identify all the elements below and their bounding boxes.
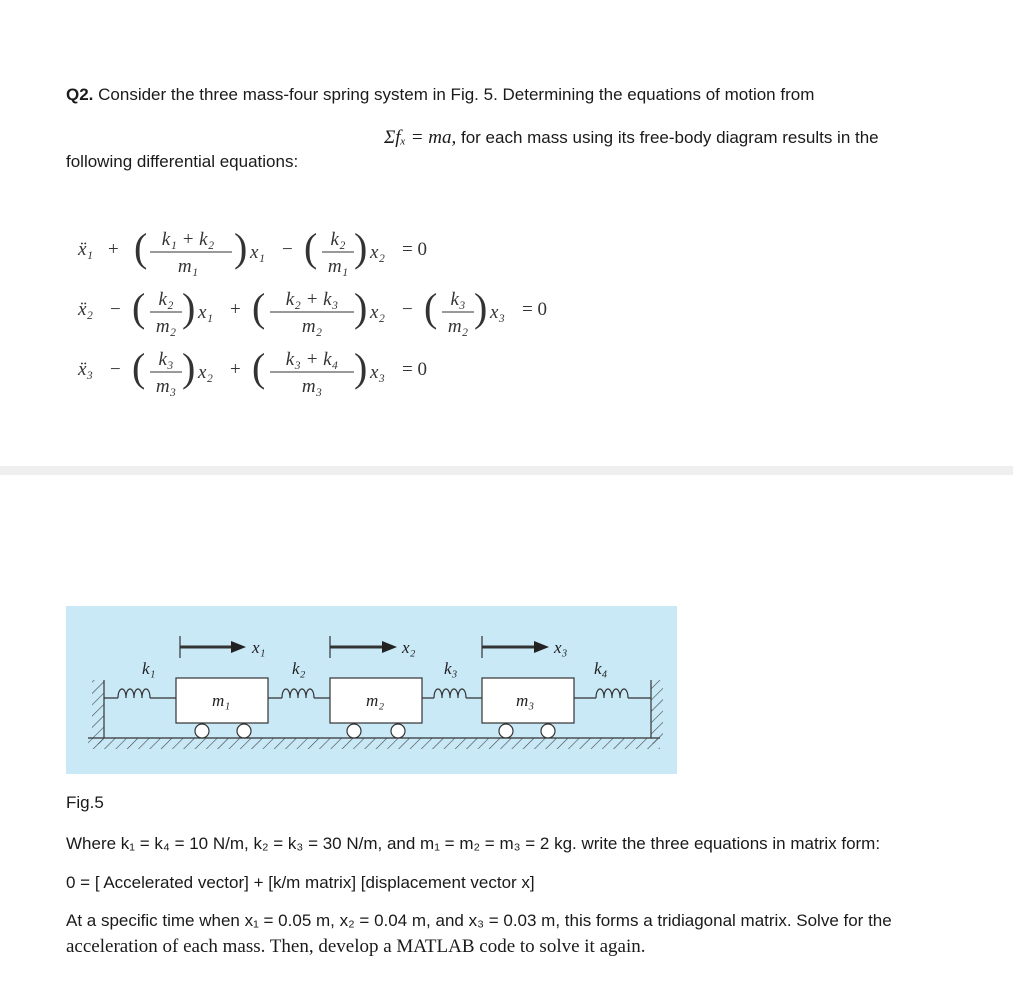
eq2-paren-open-3: ( (424, 285, 438, 330)
eq1-paren-close-1: ) (234, 225, 248, 270)
figure-caption: Fig.5 (66, 793, 104, 812)
mass-m1-wheel-right (237, 724, 251, 738)
eq2-paren-close-1: ) (182, 285, 196, 330)
right-wall-hatching (651, 680, 663, 744)
eq2-term3-den: m₂ (447, 316, 469, 337)
eq1-term2-var: x₂ (370, 242, 386, 263)
eq2-paren-close-2: ) (354, 285, 368, 330)
question-intro: Consider the three mass-four spring system in Fig. 5. Determining the equations of motion from (98, 85, 815, 104)
equation-3 (77, 345, 427, 397)
eq3-paren-open-2: ( (252, 345, 266, 390)
arrow-x3 (482, 636, 549, 658)
spring-k4 (574, 689, 651, 698)
eq1-rhs: = 0 (402, 239, 427, 260)
question-line-3: following differential equations: (66, 152, 299, 171)
eq2-minus-1: − (110, 299, 121, 320)
label-k2: k₂ (292, 659, 306, 678)
body-line-4: acceleration of each mass. Then, develop a MATLAB code to solve it again. (66, 936, 646, 957)
eq1-term1-den: m₁ (177, 256, 199, 277)
eq1-term1-var: x₁ (250, 242, 266, 263)
mass-m3-wheel-left (499, 724, 513, 738)
eq2-paren-close-3: ) (474, 285, 488, 330)
eq3-paren-close-1: ) (182, 345, 196, 390)
eq2-paren-open-2: ( (252, 285, 266, 330)
eq3-plus: + (230, 359, 241, 380)
eq1-lhs: ẍ₁ (78, 239, 94, 260)
question-line-1 (66, 84, 814, 106)
eq1-term2-den: m₁ (327, 256, 349, 277)
label-m2: m₂ (366, 691, 385, 710)
mass-m3-wheel-right (541, 724, 555, 738)
eq2-minus-2: − (402, 299, 413, 320)
eq2-plus: + (230, 299, 241, 320)
eq2-term1-den: m₂ (155, 316, 177, 337)
ground-hatching (88, 738, 660, 749)
eq3-term2-num: k₃ + k₄ (285, 349, 339, 370)
label-k4: k₄ (594, 659, 608, 678)
eq1-term2-num: k₂ (330, 229, 346, 250)
eq3-rhs: = 0 (402, 359, 427, 380)
eq1-paren-open-2: ( (304, 225, 318, 270)
spring-k1 (104, 689, 176, 698)
eq1-paren-close-2: ) (354, 225, 368, 270)
eq2-term3-var: x₃ (490, 302, 506, 323)
eq1-minus: − (282, 239, 293, 260)
eq2-paren-open-1: ( (132, 285, 146, 330)
mass-m2-wheel-right (391, 724, 405, 738)
eq3-term1-den: m₃ (155, 376, 177, 397)
eq3-lhs: ẍ₃ (78, 359, 94, 380)
arrow-x1 (180, 636, 246, 658)
label-k1: k₁ (142, 659, 156, 678)
eq2-term3-num: k₃ (450, 289, 466, 310)
body-line-2: 0 = [ Accelerated vector] + [k/m matrix] [displacement vector x] (66, 873, 535, 892)
body-line-3: At a specific time when x₁ = 0.05 m, x₂ = 0.04 m, and x₃ = 0.03 m, this forms a tridiagonal matrix. Solve for the (66, 911, 892, 930)
label-k3: k₃ (444, 659, 458, 678)
eq2-term1-var: x₁ (198, 302, 214, 323)
label-x1: x₁ (252, 638, 266, 657)
label-x3: x₃ (554, 638, 568, 657)
spring-mass-diagram (66, 606, 677, 774)
eq2-term2-var: x₂ (370, 302, 386, 323)
spring-mass-figure (66, 606, 677, 774)
eq1-plus: + (108, 239, 119, 260)
label-m1: m₁ (212, 691, 231, 710)
label-x2: x₂ (402, 638, 416, 657)
eq1-paren-open-1: ( (134, 225, 148, 270)
equation-2 (77, 285, 547, 337)
spring-k3 (422, 689, 482, 698)
question-line-2-rest: for each mass using its free-body diagram results in the (461, 128, 879, 147)
eq3-term1-num: k₃ (158, 349, 174, 370)
body-line-1: Where k₁ = k₄ = 10 N/m, k₂ = k₃ = 30 N/m, and m₁ = m₂ = m₃ = 2 kg. write the three equations in matrix form: (66, 834, 881, 853)
eq2-term2-den: m₂ (301, 316, 323, 337)
spring-k2 (268, 689, 330, 698)
question-line-2 (384, 127, 879, 149)
question-label: Q2. (66, 85, 94, 104)
label-m3: m₃ (516, 691, 535, 710)
arrow-x2 (330, 636, 397, 658)
sum-formula: Σfₓ = ma, (384, 127, 457, 148)
eq1-term1-num: k₁ + k₂ (161, 229, 215, 250)
eq2-term2-num: k₂ + k₃ (285, 289, 339, 310)
mass-m2-wheel-left (347, 724, 361, 738)
eq3-minus: − (110, 359, 121, 380)
equations-block (70, 215, 590, 405)
eq2-term1-num: k₂ (158, 289, 174, 310)
eq3-paren-close-2: ) (354, 345, 368, 390)
eq3-paren-open-1: ( (132, 345, 146, 390)
eq3-term1-var: x₂ (198, 362, 214, 383)
equation-1 (77, 225, 427, 277)
eq3-term2-var: x₃ (370, 362, 386, 383)
mass-m1-wheel-left (195, 724, 209, 738)
left-wall-hatching (92, 680, 104, 744)
eq2-lhs: ẍ₂ (78, 299, 94, 320)
eq2-rhs: = 0 (522, 299, 547, 320)
eq3-term2-den: m₃ (301, 376, 323, 397)
page-divider (0, 466, 1013, 475)
